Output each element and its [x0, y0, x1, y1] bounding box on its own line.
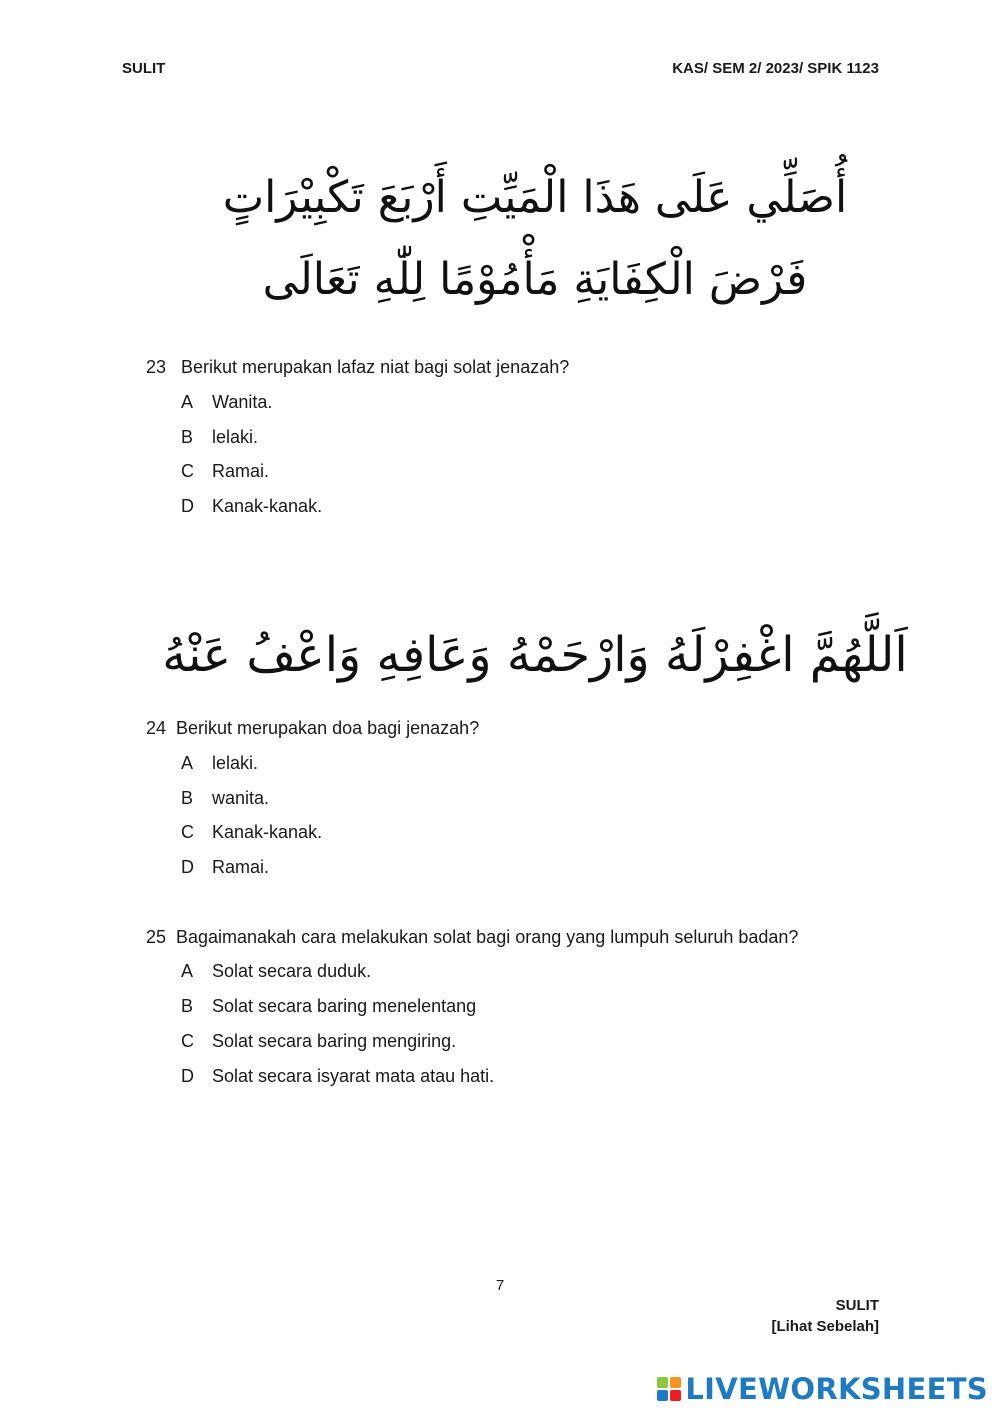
logo-square [657, 1377, 668, 1388]
option-text: Solat secara baring menelentang [212, 996, 477, 1016]
option-text: lelaki. [212, 753, 259, 773]
question-23-option-a[interactable] [181, 392, 272, 413]
option-letter: A [181, 961, 194, 981]
option-letter: B [181, 996, 194, 1016]
page-number: 7 [495, 1277, 505, 1294]
option-letter: B [181, 427, 194, 447]
option-letter: B [181, 788, 194, 808]
question-25-option-b[interactable] [181, 996, 476, 1017]
option-text: Ramai. [212, 461, 270, 481]
option-letter: C [181, 822, 194, 842]
option-text: Ramai. [212, 857, 270, 877]
question-25-option-d[interactable] [181, 1066, 494, 1087]
header-left-label: SULIT [122, 60, 166, 77]
option-text: Solat secara baring mengiring. [212, 1031, 457, 1051]
logo-square [657, 1390, 668, 1401]
option-letter: D [181, 1066, 194, 1086]
liveworksheets-wordmark: LIVEWORKSHEETS [685, 1372, 988, 1406]
question-24-option-a[interactable] [181, 753, 258, 774]
option-letter: C [181, 461, 194, 481]
footer-next-page: [Lihat Sebelah] [771, 1318, 879, 1335]
option-text: Wanita. [212, 392, 273, 412]
option-letter: D [181, 857, 194, 877]
option-letter: A [181, 753, 194, 773]
question-number: 23 [146, 357, 167, 377]
option-text: Kanak-kanak. [212, 822, 323, 842]
question-24-option-d[interactable] [181, 857, 269, 878]
question-25-option-c[interactable] [181, 1031, 456, 1052]
option-text: Kanak-kanak. [212, 496, 323, 516]
logo-square [670, 1390, 681, 1401]
question-23-option-c[interactable] [181, 461, 269, 482]
question-24 [146, 718, 479, 739]
logo-square [670, 1377, 681, 1388]
question-25-option-a[interactable] [181, 961, 371, 982]
question-text: Bagaimanakah cara melakukan solat bagi orang yang lumpuh seluruh badan? [176, 927, 799, 947]
question-number: 25 [146, 927, 167, 947]
question-25 [146, 927, 798, 948]
option-text: Solat secara duduk. [212, 961, 372, 981]
question-text: Berikut merupakan doa bagi jenazah? [176, 718, 480, 738]
footer-label: SULIT [835, 1297, 879, 1314]
header-right-code: KAS/ SEM 2/ 2023/ SPIK 1123 [672, 60, 879, 77]
liveworksheets-brand [657, 1372, 988, 1406]
arabic-niat-line-1: أُصَلِّي عَلَى هَذَا الْمَيِّتِ أَرْبَعَ تَكْبِيْرَاتٍ [222, 172, 848, 223]
question-text: Berikut merupakan lafaz niat bagi solat jenazah? [181, 357, 570, 377]
option-letter: D [181, 496, 194, 516]
question-23-option-b[interactable] [181, 427, 258, 448]
question-24-option-b[interactable] [181, 788, 269, 809]
option-letter: C [181, 1031, 194, 1051]
question-23 [146, 357, 569, 378]
liveworksheets-logo-icon [657, 1377, 681, 1401]
option-letter: A [181, 392, 194, 412]
arabic-niat-line-2: فَرْضَ الْكِفَايَةِ مَأْمُوْمًا لِلّٰهِ تَعَالَى [262, 254, 808, 305]
question-24-option-c[interactable] [181, 822, 322, 843]
question-23-option-d[interactable] [181, 496, 322, 517]
arabic-doa-line: اَللَّهُمَّ اغْفِرْلَهُ وَارْحَمْهُ وَعَافِهِ وَاعْفُ عَنْهُ [162, 627, 908, 683]
option-text: wanita. [212, 788, 270, 808]
option-text: lelaki. [212, 427, 259, 447]
option-text: Solat secara isyarat mata atau hati. [212, 1066, 495, 1086]
question-number: 24 [146, 718, 167, 738]
